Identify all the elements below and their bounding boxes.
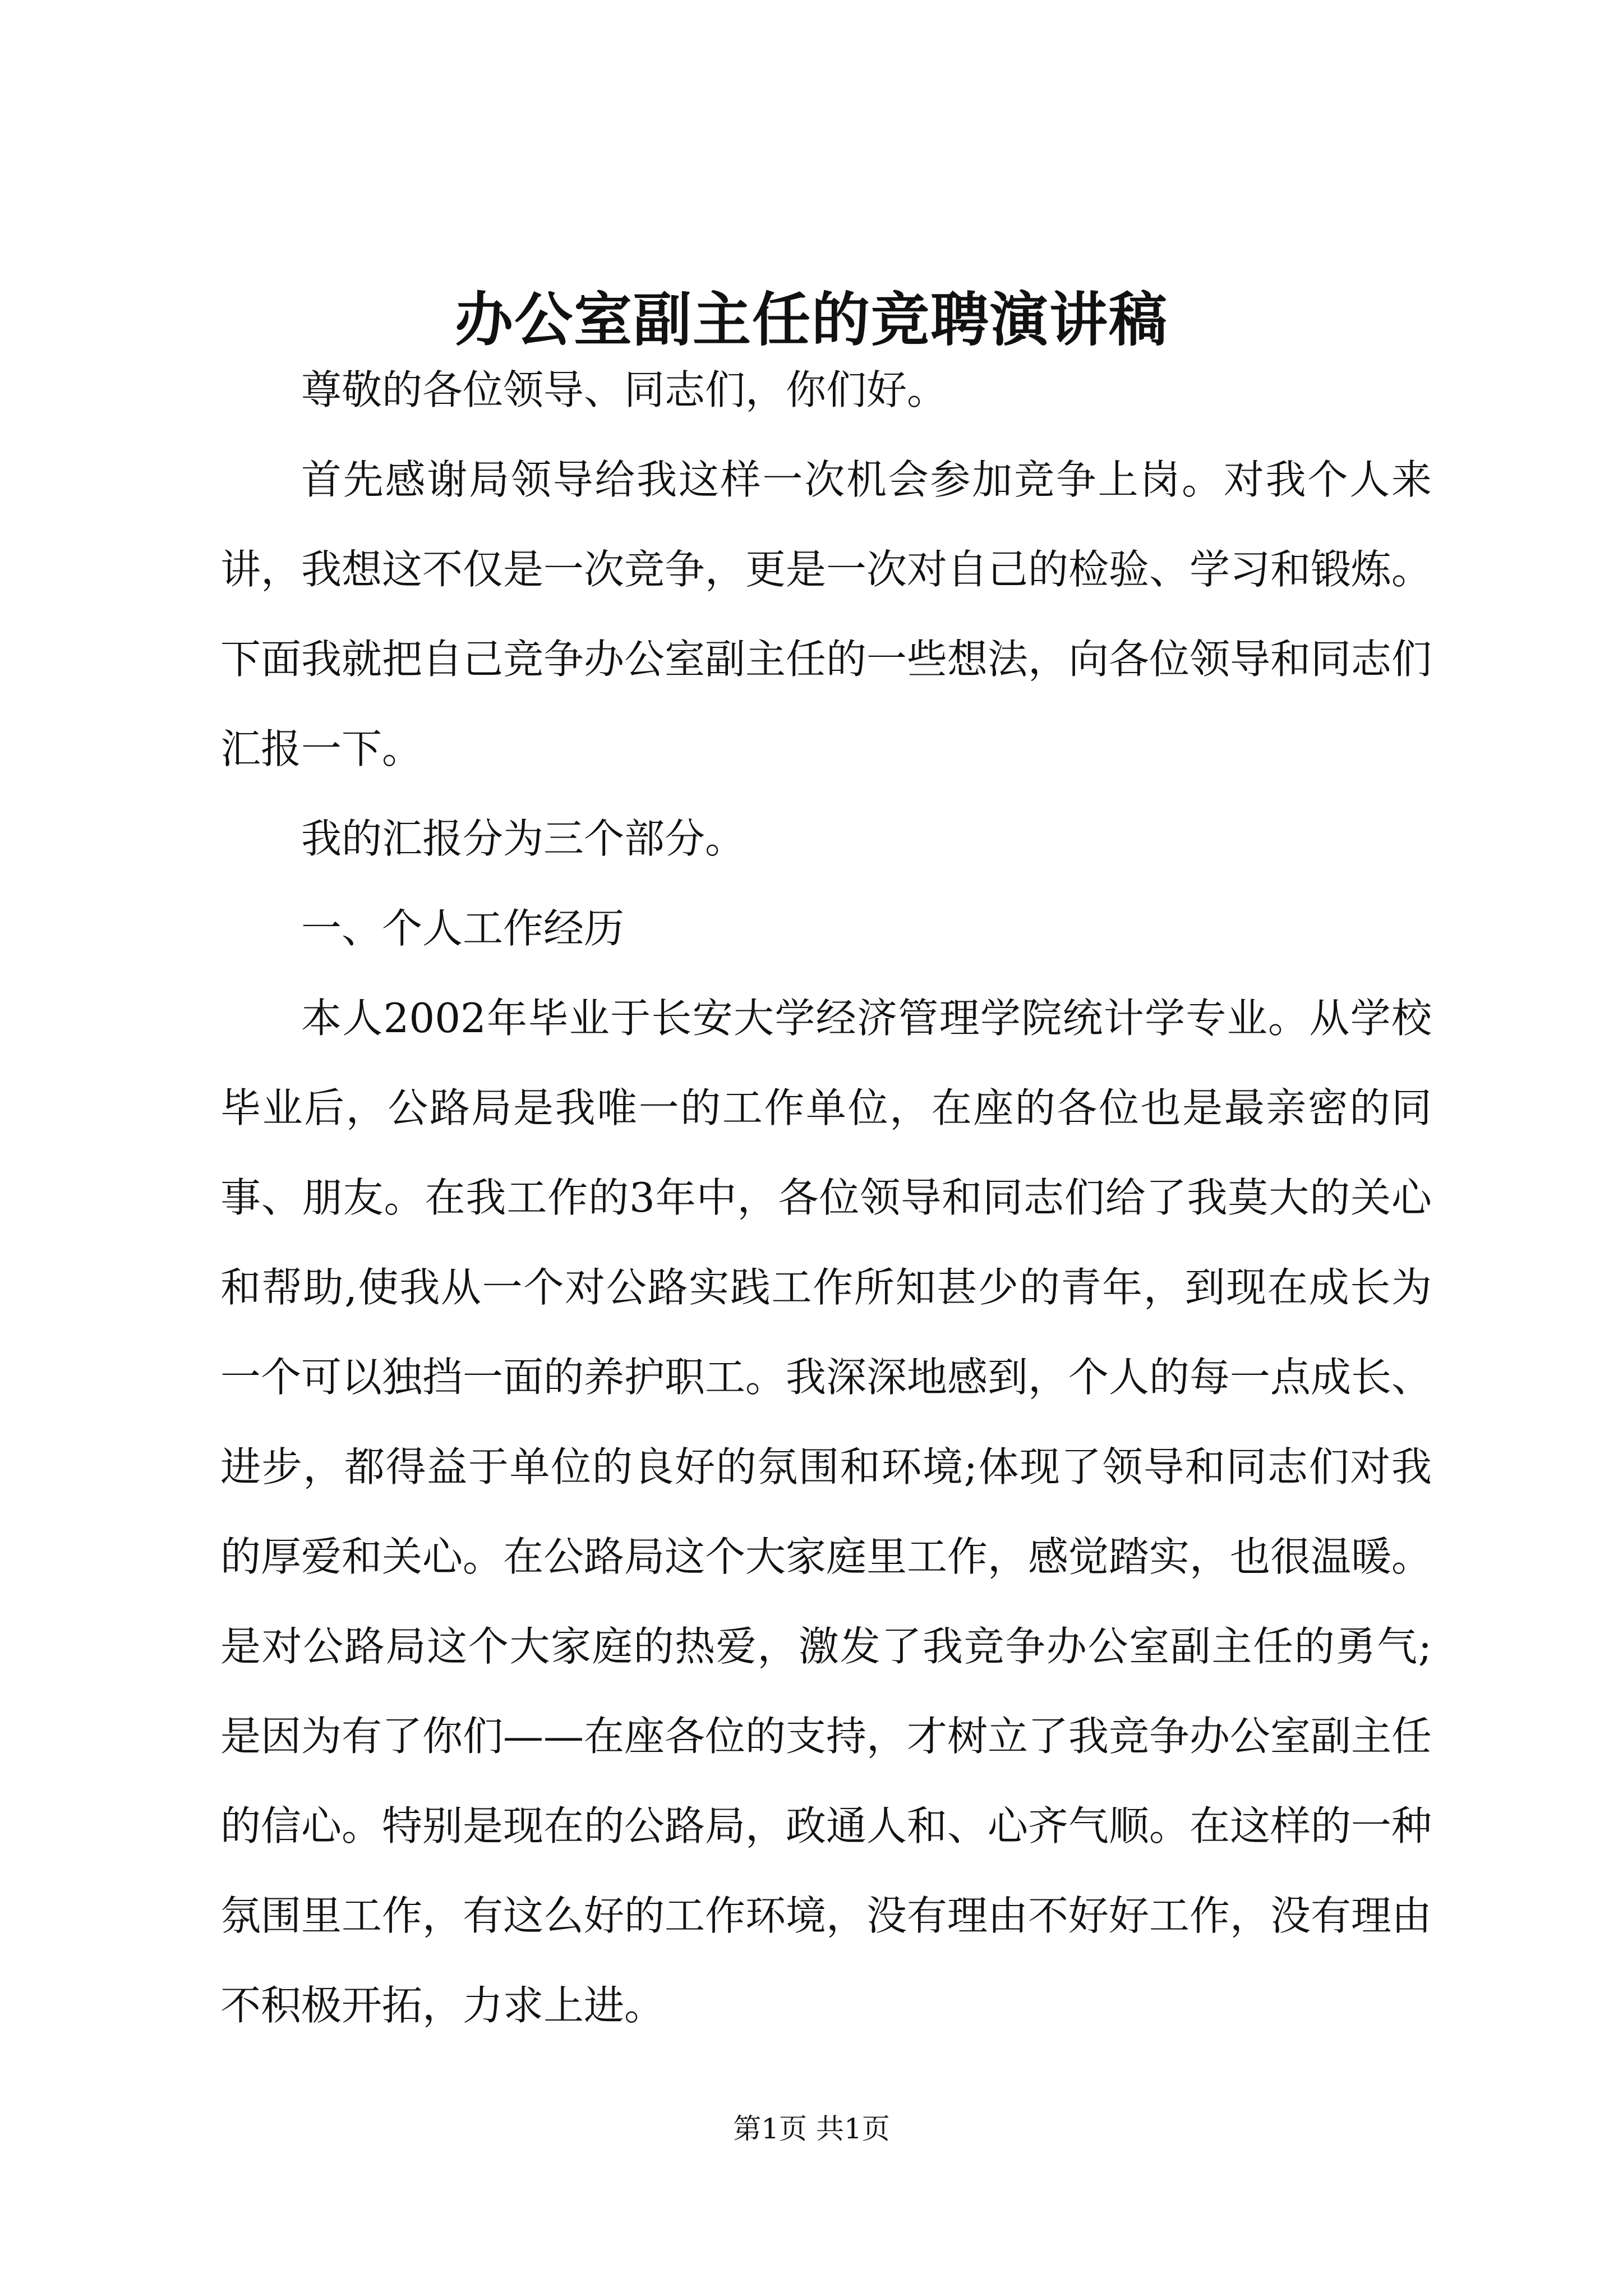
- greeting-paragraph: 尊敬的各位领导、同志们，你们好。: [301, 366, 948, 413]
- section-heading: 一、个人工作经历: [301, 905, 625, 952]
- document-title: 办公室副主任的竞聘演讲稿: [454, 285, 1168, 354]
- outline-paragraph: 我的汇报分为三个部分。: [301, 815, 746, 862]
- page-number-footer: 第1页 共1页: [733, 2113, 890, 2145]
- document-body: [220, 345, 1432, 2050]
- work-experience-paragraph: 本人2002年毕业于长安大学经济管理学院统计学专业。从学校毕业后，公路局是我唯一的工作单位，在座的各位也是最亲密的同事、朋友。在我工作的3年中，各位领导和同志们给了我莫大的关心和帮助,使我从一个对公路实践工作所知甚少的青年，到现在成长为一个可以独挡一面的养护职工。我深深地感到，个人的每一点成长、进步，都得益于单位的良好的氛围和环境;体现了领导和同志们对我的厚爱和关心。在公路局这个大家庭里工作，感觉踏实，也很温暖。是对公路局这个大家庭的热爱，激发了我竞争办公室副主任的勇气;是因为有了你们——在座各位的支持，才树立了我竞争办公室副主任的信心。特别是现在的公路局，政通人和、心齐气顺。在这样的一种氛围里工作，有这么好的工作环境，没有理由不好好工作，没有理由不积极开拓，力求上进。: [220, 995, 1432, 2029]
- intro-paragraph: 首先感谢局领导给我这样一次机会参加竞争上岗。对我个人来讲，我想这不仅是一次竞争，更是一次对自己的检验、学习和锻炼。下面我就把自己竞争办公室副主任的一些想法，向各位领导和同志们汇报一下。: [220, 456, 1432, 772]
